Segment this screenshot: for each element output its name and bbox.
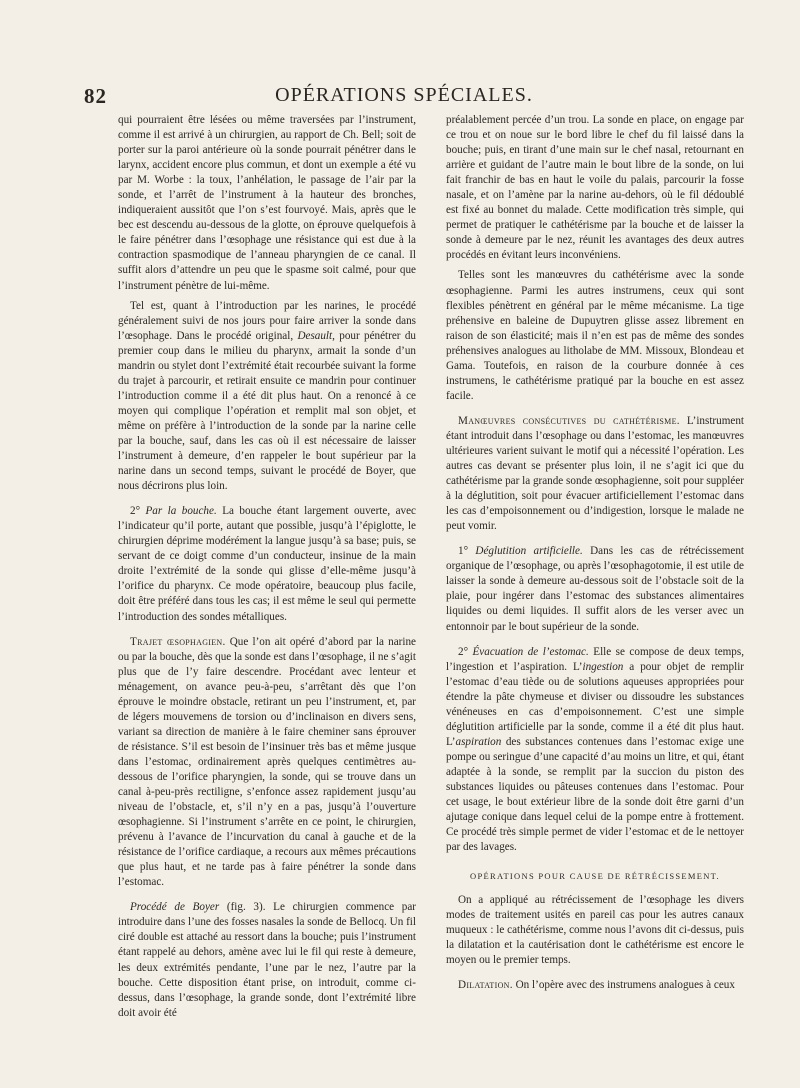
section-subheading: OPÉRATIONS POUR CAUSE DE RÉTRÉCISSEMENT. [470,871,720,882]
section-heading: Dilatation. [458,979,513,992]
paragraph [118,299,416,495]
section-heading: Manœuvres consécutives du cathétérisme. [458,414,680,427]
paragraph: On a appliqué au rétrécissement de l’œsophage les divers modes de traitement usités en pareil cas pour les autres canaux muqueux : le cathétérisme, comme nous l’avons dit ci-dessus, puis la dilatation et la cautérisation dont le cathétérisme est encore le moyen ou le premier temps. [446,894,744,967]
paragraph [118,900,416,1020]
paragraph [118,504,416,624]
italic-text: ingestion [582,660,624,673]
text-run: des substances contenues dans l’estomac exige une pompe ou seringue d’une capacité d’au moins un litre, et qui, étant adaptée à la sonde, se remplit par la succion du piston des substances liquides ou pâteuses contenues dans l’estomac. Pour cet usage, le bout extérieur libre de la sonde doit être garni d’un ajutage conique dans lequel celui de la pompe entre à frottement. Ce procédé très simple permet de vider l’estomac et de le nettoyer par des lavages. [446,735,744,854]
italic-text: aspiration [455,735,502,748]
italic-text: Procédé de Boyer [130,901,220,914]
text-run: (fig. 3). Le chirurgien commence par introduire dans l’une des fosses nasales la sonde de Bellocq. Un fil ciré double est attaché au ressort dans la bouche; puis l’instrument étant rappelé au dehors, amène avec lui le fil qui reste à demeure, les deux extrémités pendante, l’une par le nez, l’autre par la bouche. Cette disposition étant prise, on introduit, comme ci-dessus, dans l’œsophage, la grande sonde, dont l’extrémité libre doit avoir été [118,901,417,1019]
text-run: Que l’on ait opéré d’abord par la narine ou par la bouche, dès que la sonde est dans l’œsophage, il ne s’agit plus que de l’y faire descendre. Procédant avec lenteur et ménagement, on avance peu-à-peu, s’arrêtant dès que l’on éprouve le moindre obstacle, retirant un peu l’instrument, et, par de légers mouvemens de torsion ou d’inclinaison en divers sens, variant sa direction de manière à le faire cheminer sans éprouver de résistance. S’il est besoin de l’insinuer très bas et même jusque dans l’estomac, ordinairement après quelques centimètres au-dessous de l’orifice pharyngien, la sonde, qui se trouve dans un canal à-peu-près rectiligne, s’enfonce assez rapidement jusqu’au niveau de l’obstacle, et, s’il n’y en a pas, jusqu’à l’ouverture œsophagienne. Si l’instrument s’arrête en ce point, le chirurgien, prévenu à l’avance de l’incurvation du canal à gauche et de la résistance de l’orifice cardiaque, a recours aux mêmes précautions que plus haut, et ne tarde pas à faire pénétrer la sonde dans l’estomac. [118,635,416,889]
text-run: Dans les cas de rétrécissement organique de l’œsophage, ou après l’œsophagotomie, il est utile de laisser la sonde à demeure au-dessous soit de l’obstacle soit de la plaie, pour ingérer dans l’estomac des substances alimentaires liquides ou demi liquides. Il suffit alors de les verser avec un entonnoir par le bout supérieur de la sonde. [446,545,745,633]
paragraph [118,635,416,891]
paragraph [446,978,744,993]
running-title: OPÉRATIONS SPÉCIALES. [275,84,533,106]
section-heading: Trajet œsophagien. [130,635,226,648]
paragraph [446,414,744,534]
paragraph: préalablement percée d’un trou. La sonde en place, on engage par ce trou et on noue sur le bord libre le chef du fil laissé dans la bouche; puis, en tirant d’une main sur le chef nasal, retournant en arrière et guidant de l’autre main le bout libre de la sonde, on lui fait franchir de bas en haut le voile du palais, parcourir la fosse nasale, et on l’amène par la narine au-dehors, où le fil dédoublé est fixé au bonnet du malade. Cette modification très simple, qui permet de pratiquer le cathétérisme par la bouche et de laisser la sonde à demeure par le nez, réunit les avantages des deux autres procédés en évitant leurs inconvéniens. [446,114,744,262]
page-number: 82 [84,84,107,108]
paragraph: qui pourraient être lésées ou même traversées par l’instrument, comme il est arrivé à un chirurgien, au rapport de Ch. Bell; soit de porter sur la paroi antérieure où la sonde pourrait pénétrer dans le larynx, accident encore plus commun, et dont un exemple a été vu par M. Worbe : la toux, l’anhélation, le passage de l’air par la sonde, et l’arrêt de l’instrument à la hauteur des bronches, indiqueraient aussitôt que l’on s’est fourvoyé. Mais, après que le bec est descendu au-dessous de la glotte, on éprouve quelquefois à le faire pénétrer dans l’œsophage une résistance qui est due à la contraction spasmodique de l’anneau pharyngien de ce canal. Il suffit alors d’attendre un peu que le spasme soit calmé, pour que l’instrument pénètre de lui-même. [118,114,416,292]
text-run: 2° [458,645,473,658]
paragraph [446,544,744,634]
left-column [118,113,416,1026]
text-run: La bouche étant largement ouverte, avec l’indicateur qu’il porte, autant que possible, jusqu’à l’épiglotte, le chirurgien déprime modérément la langue jusqu’à sa base; puis, se servant de ce doigt comme d’un conducteur, insinue de la main droite l’extrémité de la sonde qui glisse d’elle-même jusqu’à l’orifice du pharynx. Ce mode opératoire, beaucoup plus facile, doit être préféré dans tous les cas; il est même le seul qui permette l’introduction des sondes métalliques. [118,505,416,623]
page-header [84,84,724,110]
text-run: 2° [130,505,146,518]
text-run: On l’opère avec des instrumens analogues à ceux [512,979,735,992]
text-run: , pour pénétrer du premier coup dans le milieu du pharynx, armait la sonde d’un mandrin ou stylet dont l’extrémité était recourbée suivant la forme du trajet à parcourir, et retirait ensuite ce mandrin pour continuer l’introduction comme il a été dit plus haut. On a renoncé à ce moyen qui complique l’opération et remplit mal son objet, et même on préfère à l’introduction de la sonde par la narine celle par la bouche, sauf, dans les cas où il est nécessaire de laisser l’instrument à demeure, d’en rappeler le bout supérieur par la narine dans un second temps, suivant le procédé de Boyer, que nous décrirons plus loin. [118,329,416,493]
text-run: Tel est, quant à l’introduction par les narines, le procédé généralement suivi de nos jours pour faire arriver la sonde dans l’œsophage. Dans le procédé original, [118,299,416,342]
text-run: L’instrument étant introduit dans l’œsophage ou dans l’estomac, les manœuvres ultérieures varient suivant le motif qui a nécessité l’opération. Les autres cas devant se présenter plus loin, il ne s’agit ici que du cathétérisme par la grande sonde œsophagienne, soit pour suppléer à la déglutition, soit pour évacuer artificiellement l’estomac dans les cas d’empoisonnement ou d’indigestion, lorsque le malade ne peut vomir. [446,414,744,533]
italic-text: Déglutition artificielle. [475,545,583,558]
right-column [446,113,744,999]
paragraph [446,645,744,856]
text-run: a pour objet de remplir l’estomac d’eau tiède ou de solutions aqueuses appropriées pour étendre la pâte chymeuse et diviser ou dissoudre les substances vénéneuses en cas d’empoisonnement. C’est une simple déglutition artificielle par la sonde, comme il a été dit plus haut. L’ [446,660,745,748]
paragraph: Telles sont les manœuvres du cathétérisme avec la sonde œsophagienne. Parmi les autres instrumens, ceux qui sont flexibles pénètrent en général par le même mécanisme. La tige préhensive en baleine de Dupuytren glisse assez librement en raison de son élasticité; mais il n’en est pas de même des sondes préhensives analogues au litholabe de MM. Missoux, Blondeau et Gama. Toutefois, en raison de la courbure donnée à ces instrumens, le cathétérisme pratiqué par la bouche en est assez facile. [446,269,744,402]
italic-text: Desault [297,329,333,342]
italic-text: Par la bouche. [145,505,217,518]
italic-text: Évacuation de l’estomac. [472,645,589,658]
text-run: 1° [458,545,476,558]
text-run: Elle se compose de deux temps, l’ingestion et l’aspiration. L’ [446,645,745,673]
